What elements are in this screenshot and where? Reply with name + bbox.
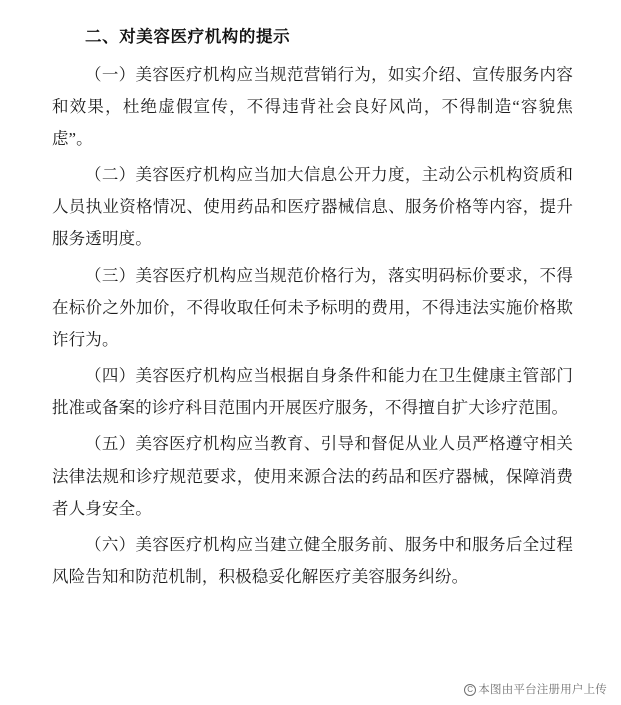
- paragraph-1: （一）美容医疗机构应当规范营销行为，如实介绍、宣传服务内容和效果，杜绝虚假宣传，不得违背社会良好风尚，不得制造“容貌焦虑”。: [52, 64, 573, 148]
- section-heading: 二、对美容医疗机构的提示: [85, 27, 291, 46]
- paragraph-6: （六）美容医疗机构应当建立健全服务前、服务中和服务后全过程风险告知和防范机制，积极稳妥化解医疗美容服务纠纷。: [52, 534, 573, 587]
- watermark-text: 本图由平台注册用户上传: [478, 684, 607, 696]
- paragraph-3: （三）美容医疗机构应当规范价格行为，落实明码标价要求，不得在标价之外加价，不得收取任何未予标明的费用，不得违法实施价格欺诈行为。: [52, 265, 573, 349]
- paragraph-5: （五）美容医疗机构应当教育、引导和督促从业人员严格遵守相关法律法规和诊疗规范要求，使用来源合法的药品和医疗器械，保障消费者人身安全。: [52, 434, 573, 518]
- paragraph-4: （四）美容医疗机构应当根据自身条件和能力在卫生健康主管部门批准或备案的诊疗科目范围内开展医疗服务，不得擅自扩大诊疗范围。: [52, 366, 573, 418]
- paragraph-2: （二）美容医疗机构应当加大信息公开力度，主动公示机构资质和人员执业资格情况、使用药品和医疗器械信息、服务价格等内容，提升服务透明度。: [52, 165, 573, 249]
- copyright-icon: C: [464, 684, 476, 696]
- watermark: [464, 681, 607, 697]
